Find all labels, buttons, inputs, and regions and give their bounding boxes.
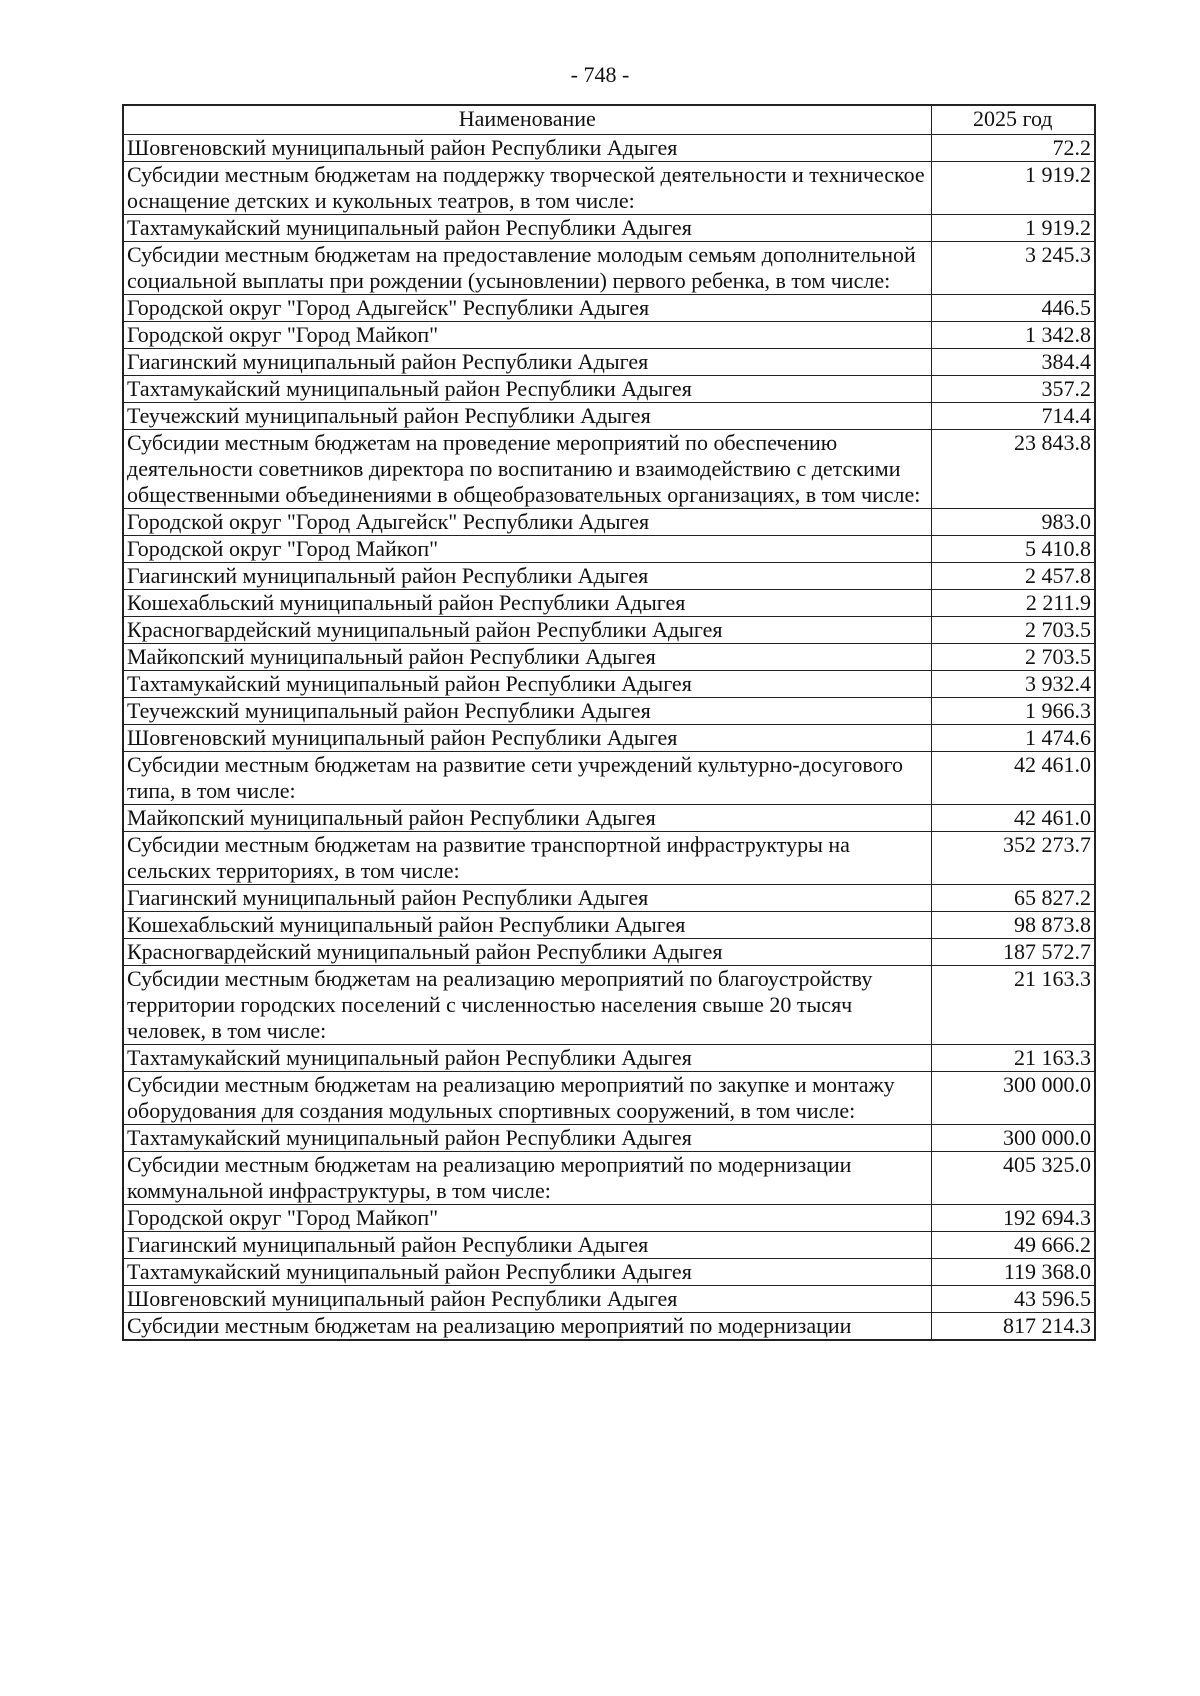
budget-table [122,104,1096,1341]
row-value: 23 843.8 [931,430,1095,509]
row-name: Майкопский муниципальный район Республики Адыгея [123,805,931,832]
row-value: 2 211.9 [931,590,1095,617]
row-value: 446.5 [931,295,1095,322]
row-name: Теучежский муниципальный район Республики Адыгея [123,403,931,430]
row-name: Субсидии местным бюджетам на проведение мероприятий по обеспечению деятельности советников директора по воспитанию и взаимодействию с детскими общественными объединениями в общеобразовательных организациях, в том числе: [123,430,931,509]
table-row [123,1125,1095,1152]
row-name: Тахтамукайский муниципальный район Республики Адыгея [123,376,931,403]
row-value: 352 273.7 [931,832,1095,885]
row-name: Городской округ "Город Адыгейск" Республики Адыгея [123,509,931,536]
table-row [123,805,1095,832]
table-row [123,1152,1095,1205]
row-value: 42 461.0 [931,752,1095,805]
table-row [123,617,1095,644]
row-name: Городской округ "Город Адыгейск" Республики Адыгея [123,295,931,322]
row-value: 817 214.3 [931,1313,1095,1341]
table-row [123,644,1095,671]
table-row [123,966,1095,1045]
row-value: 405 325.0 [931,1152,1095,1205]
table-row [123,403,1095,430]
row-value: 119 368.0 [931,1259,1095,1286]
table-row [123,536,1095,563]
row-name: Тахтамукайский муниципальный район Республики Адыгея [123,1125,931,1152]
row-name: Субсидии местным бюджетам на реализацию мероприятий по закупке и монтажу оборудования для создания модульных спортивных сооружений, в том числе: [123,1072,931,1125]
table-row [123,671,1095,698]
table-row [123,912,1095,939]
row-name: Субсидии местным бюджетам на развитие сети учреждений культурно-досугового типа, в том числе: [123,752,931,805]
table-row [123,1045,1095,1072]
row-name: Городской округ "Город Майкоп" [123,536,931,563]
table-row [123,1232,1095,1259]
column-header-name: Наименование [123,105,931,135]
table-row [123,698,1095,725]
row-value: 300 000.0 [931,1125,1095,1152]
table-row [123,1286,1095,1313]
table-row [123,563,1095,590]
row-value: 1 342.8 [931,322,1095,349]
row-value: 21 163.3 [931,966,1095,1045]
row-value: 714.4 [931,403,1095,430]
row-name: Шовгеновский муниципальный район Республики Адыгея [123,725,931,752]
row-name: Субсидии местным бюджетам на предоставление молодым семьям дополнительной социальной выплаты при рождении (усыновлении) первого ребенка, в том числе: [123,242,931,295]
row-name: Шовгеновский муниципальный район Республики Адыгея [123,135,931,162]
row-value: 187 572.7 [931,939,1095,966]
table-row [123,376,1095,403]
budget-table-container [122,104,1094,1341]
row-value: 2 703.5 [931,644,1095,671]
row-name: Гиагинский муниципальный район Республики Адыгея [123,349,931,376]
row-name: Шовгеновский муниципальный район Республики Адыгея [123,1286,931,1313]
row-value: 72.2 [931,135,1095,162]
row-name: Красногвардейский муниципальный район Республики Адыгея [123,617,931,644]
table-row [123,1313,1095,1341]
row-name: Тахтамукайский муниципальный район Республики Адыгея [123,215,931,242]
row-value: 300 000.0 [931,1072,1095,1125]
row-name: Субсидии местным бюджетам на поддержку творческой деятельности и техническое оснащение детских и кукольных театров, в том числе: [123,162,931,215]
table-row [123,590,1095,617]
row-name: Тахтамукайский муниципальный район Республики Адыгея [123,1045,931,1072]
table-row [123,295,1095,322]
row-value: 1 966.3 [931,698,1095,725]
row-name: Субсидии местным бюджетам на реализацию мероприятий по модернизации [123,1313,931,1341]
row-value: 21 163.3 [931,1045,1095,1072]
table-row [123,1072,1095,1125]
table-row [123,509,1095,536]
table-row [123,215,1095,242]
row-name: Тахтамукайский муниципальный район Республики Адыгея [123,671,931,698]
column-header-year: 2025 год [931,105,1095,135]
row-name: Городской округ "Город Майкоп" [123,322,931,349]
row-name: Гиагинский муниципальный район Республики Адыгея [123,1232,931,1259]
row-name: Кошехабльский муниципальный район Республики Адыгея [123,912,931,939]
row-value: 357.2 [931,376,1095,403]
row-value: 3 245.3 [931,242,1095,295]
page-number: - 748 - [570,62,630,87]
row-value: 2 703.5 [931,617,1095,644]
row-name: Субсидии местным бюджетам на реализацию мероприятий по модернизации коммунальной инфраструктуры, в том числе: [123,1152,931,1205]
row-value: 43 596.5 [931,1286,1095,1313]
row-value: 42 461.0 [931,805,1095,832]
row-value: 3 932.4 [931,671,1095,698]
row-name: Городской округ "Город Майкоп" [123,1205,931,1232]
row-name: Субсидии местным бюджетам на реализацию мероприятий по благоустройству территории городских поселений с численностью населения свыше 20 тысяч человек, в том числе: [123,966,931,1045]
row-name: Гиагинский муниципальный район Республики Адыгея [123,885,931,912]
table-row [123,885,1095,912]
table-row [123,1205,1095,1232]
row-value: 983.0 [931,509,1095,536]
row-name: Гиагинский муниципальный район Республики Адыгея [123,563,931,590]
row-value: 65 827.2 [931,885,1095,912]
row-value: 192 694.3 [931,1205,1095,1232]
table-row [123,939,1095,966]
row-value: 1 919.2 [931,215,1095,242]
row-value: 5 410.8 [931,536,1095,563]
table-header-row [123,105,1095,135]
table-row [123,135,1095,162]
row-value: 2 457.8 [931,563,1095,590]
row-name: Красногвардейский муниципальный район Республики Адыгея [123,939,931,966]
row-name: Теучежский муниципальный район Республики Адыгея [123,698,931,725]
table-row [123,430,1095,509]
row-value: 98 873.8 [931,912,1095,939]
table-row [123,832,1095,885]
row-value: 49 666.2 [931,1232,1095,1259]
table-row [123,725,1095,752]
table-row [123,322,1095,349]
row-value: 1 919.2 [931,162,1095,215]
row-value: 384.4 [931,349,1095,376]
table-row [123,752,1095,805]
row-name: Кошехабльский муниципальный район Республики Адыгея [123,590,931,617]
row-name: Тахтамукайский муниципальный район Республики Адыгея [123,1259,931,1286]
row-value: 1 474.6 [931,725,1095,752]
table-body [123,135,1095,1341]
row-name: Субсидии местным бюджетам на развитие транспортной инфраструктуры на сельских территориях, в том числе: [123,832,931,885]
row-name: Майкопский муниципальный район Республики Адыгея [123,644,931,671]
table-row [123,242,1095,295]
table-row [123,162,1095,215]
table-row [123,1259,1095,1286]
table-row [123,349,1095,376]
